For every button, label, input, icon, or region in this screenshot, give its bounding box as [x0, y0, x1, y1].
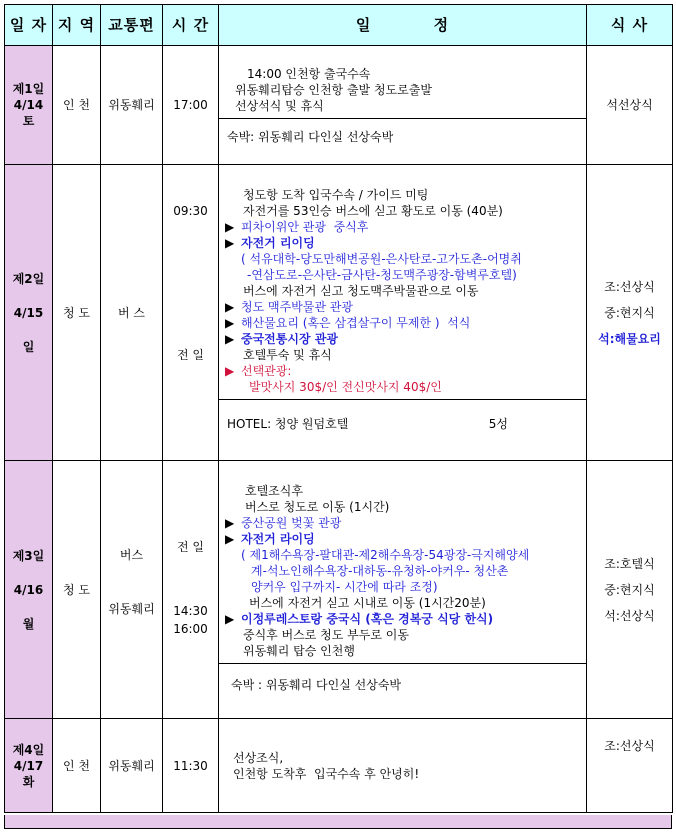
day-date: 4/15: [13, 305, 44, 320]
day-1-schedule: [219, 46, 587, 165]
header-transport: 교통편: [101, 5, 163, 46]
schedule-line: 자전거를 53인승 버스에 싣고 황도로 이동 (40분): [243, 204, 503, 218]
day-label: 제1일: [12, 82, 45, 96]
day-2-times: [163, 165, 219, 461]
schedule-line: 위동훼리탑승 인천항 출발 청도로출발: [235, 82, 432, 97]
day-2-accommodation: [219, 399, 586, 448]
schedule-line: 버스에 자전거 싣고 시내로 이동 (1시간20분): [249, 596, 486, 610]
schedule-line: 계-석노인해수욕장-대하동-유청하-야커우- 청산촌: [251, 564, 509, 578]
hotel-name: HOTEL: 청양 원덤호텔: [227, 417, 349, 431]
day-date: 4/17: [13, 758, 44, 773]
day-2-region: 청 도: [53, 165, 101, 461]
schedule-line: 해산물요리 (혹은 삼겹살구이 무제한 ) 석식: [241, 316, 471, 330]
day-3-schedule: [219, 461, 587, 719]
header-row: [5, 5, 673, 46]
time-item: 14:30: [173, 604, 208, 618]
schedule-line: 14:00 인천항 출국수속: [247, 66, 371, 81]
meal-item: 석:해물요리: [598, 331, 661, 346]
meal-item: 석:선상식: [604, 608, 655, 623]
triangle-bullet-icon: ▶: [225, 300, 235, 314]
schedule-line: -연삼도로-은사탄-금사탄-청도맥주광장-함벽루호텔): [247, 268, 517, 282]
schedule-line: 선상조식,: [233, 750, 284, 765]
day-3-region: 청 도: [53, 461, 101, 719]
triangle-bullet-icon: ▶: [225, 332, 235, 346]
day-4-time: 11:30: [163, 719, 219, 813]
day-4-meals: [587, 719, 673, 813]
day-label: 제4일: [12, 742, 45, 757]
time-item: 전 일: [177, 348, 204, 362]
schedule-line: 중산공원 벚꽃 관광: [241, 516, 342, 530]
day-weekday: 일: [22, 339, 35, 354]
day-label: 제2일: [12, 271, 45, 286]
schedule-line: 청도항 도착 입국수속 / 가이드 미팅: [243, 188, 429, 202]
schedule-line: 호텔조식후: [245, 484, 303, 498]
day-3-times: [163, 461, 219, 719]
footer-band: [4, 815, 672, 829]
schedule-line: 버스에 자전거 싣고 청도맥주박물관으로 이동: [243, 284, 479, 298]
day-1-transport: 위동훼리: [101, 46, 163, 165]
day-2-row: [5, 165, 673, 461]
day-4-row: [5, 719, 673, 813]
header-schedule: 일 정: [219, 5, 587, 46]
schedule-line: ( 제1해수욕장-팔대관-제2해수욕장-54광장-극지해양세: [241, 548, 530, 562]
day-4-transport: 위동훼리: [101, 719, 163, 813]
schedule-line: 선택관광:: [241, 364, 292, 378]
day-1-date-cell: [5, 46, 53, 165]
day-2-meals: [587, 165, 673, 461]
day-1-accommodation: 숙박: 위동훼리 다인실 선상숙박: [219, 118, 586, 155]
day-3-transport: [101, 461, 163, 719]
triangle-bullet-icon: ▶: [225, 236, 235, 250]
schedule-line: 이정루레스토랑 중국식 (혹은 경복궁 식당 한식): [241, 612, 494, 626]
transport-item: 버스: [119, 548, 144, 562]
schedule-line: 중국전통시장 관광: [241, 332, 338, 346]
schedule-line: 발맛사지 30$/인 전신맛사지 40$/인: [249, 380, 442, 394]
schedule-line: 자전거 리이딩: [241, 236, 315, 250]
day-date: 4/16: [13, 582, 44, 597]
schedule-line: 중식후 버스로 청도 부두로 이동: [243, 628, 409, 642]
day-date: 4/14: [13, 98, 44, 112]
meal-item: 중:현지식: [604, 305, 655, 320]
day-2-transport: 버 스: [101, 165, 163, 461]
day-label: 제3일: [12, 548, 45, 563]
header-meals: 식 사: [587, 5, 673, 46]
hotel-grade: 5성: [488, 417, 508, 431]
day-2-schedule: [219, 165, 587, 461]
day-1-region: 인 천: [53, 46, 101, 165]
header-time: 시 간: [163, 5, 219, 46]
day-3-date-cell: [5, 461, 53, 719]
day-2-date-cell: [5, 165, 53, 461]
schedule-line: 인천항 도착후 입국수속 후 안녕히!: [233, 766, 420, 781]
time-item: 09:30: [173, 204, 208, 218]
schedule-line: 버스로 청도로 이동 (1시간): [245, 500, 390, 514]
triangle-bullet-icon: ▶: [225, 612, 235, 626]
meal-item: 석선상식: [606, 98, 653, 112]
schedule-line: ( 석유대학-당도만해변공원-은사탄로-고가도촌-어명취: [241, 252, 522, 266]
day-3-accommodation: 숙박 : 위동훼리 다인실 선상숙박: [219, 663, 586, 706]
day-4-date-cell: [5, 719, 53, 813]
triangle-bullet-icon: ▶: [225, 532, 235, 546]
day-4-region: 인 천: [53, 719, 101, 813]
day-3-row: [5, 461, 673, 719]
schedule-line: 양커우 입구까지- 시간에 따라 조정): [251, 580, 438, 594]
itinerary-table: [4, 4, 673, 813]
meal-item: 조:선상식: [604, 739, 655, 753]
day-1-time: 17:00: [163, 46, 219, 165]
schedule-line: 호텔투숙 및 휴식: [243, 348, 332, 362]
time-item: 전 일: [177, 540, 204, 554]
day-4-schedule: [219, 719, 587, 813]
transport-item: 위동훼리: [108, 602, 155, 616]
triangle-bullet-icon: ▶: [225, 220, 235, 234]
day-3-meals: [587, 461, 673, 719]
time-item: 16:00: [173, 622, 208, 636]
meal-item: 조:선상식: [604, 279, 655, 294]
day-weekday: 화: [22, 774, 35, 789]
triangle-bullet-icon: ▶: [225, 316, 235, 330]
triangle-bullet-icon: ▶: [225, 516, 235, 530]
schedule-line: 청도 맥주박물관 관광: [241, 300, 353, 314]
triangle-bullet-icon: ▶: [225, 364, 235, 378]
schedule-line: 자전거 라이딩: [241, 532, 315, 546]
schedule-line: 선상석식 및 휴식: [235, 98, 324, 113]
meal-item: 조:호텔식: [604, 556, 655, 571]
header-region: 지 역: [53, 5, 101, 46]
schedule-line: 위동훼리 탑승 인천행: [243, 644, 355, 658]
schedule-line: 피차이위안 관광 중식후: [241, 220, 369, 234]
day-weekday: 월: [22, 616, 35, 631]
day-1-meals: [587, 46, 673, 165]
day-weekday: 토: [22, 114, 35, 128]
meal-item: 중:현지식: [604, 582, 655, 597]
day-1-row: [5, 46, 673, 165]
header-date: 일 자: [5, 5, 53, 46]
